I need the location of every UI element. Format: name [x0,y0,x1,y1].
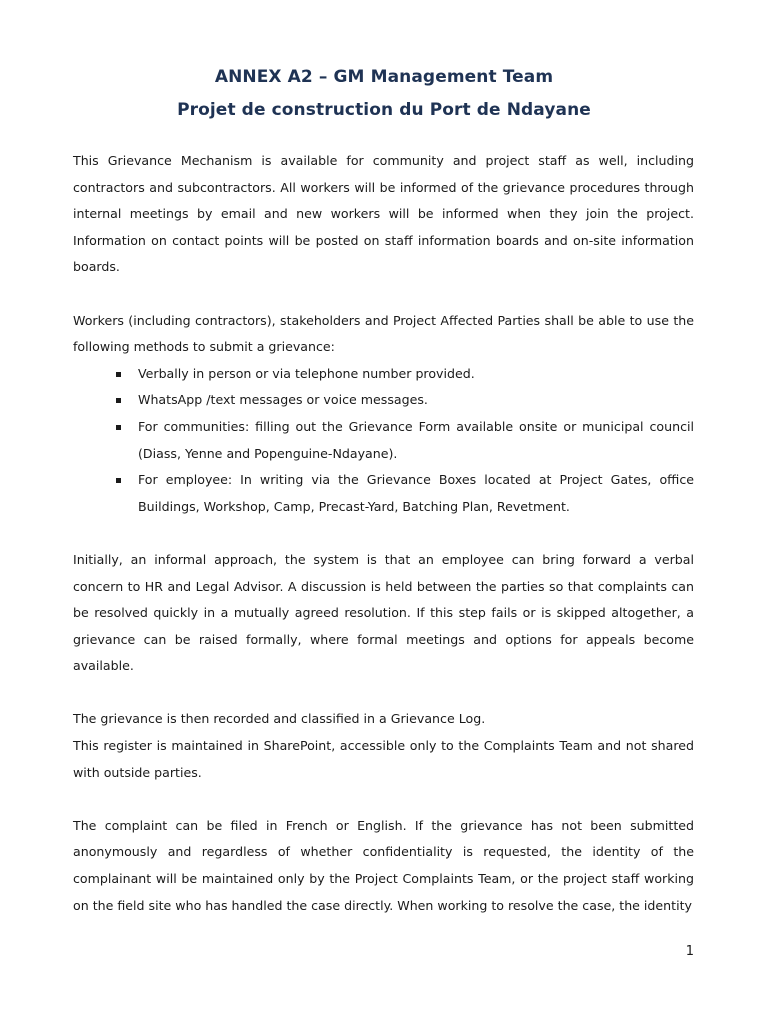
paragraph-grievance-log: The grievance is then recorded and classified in a Grievance Log. [73,711,486,727]
list-item [138,387,694,414]
document-subtitle: Projet de construction du Port de Ndayane [177,100,591,120]
document-title: ANNEX A2 – GM Management Team [214,67,554,87]
paragraph-confidentiality: The complaint can be filed in French or English. If the grievance has not been submitted anonymously and regardless of whether confidentiality is requested, the identity of the complainant will be maintained only by the Project Complaints Team, or the project staff working on the field site who has handled the case directly. When working to resolve the case, the identity [73,817,694,913]
bullet-square-icon [116,425,121,430]
paragraph-availability: This Grievance Mechanism is available for community and project staff as well, including contractors and subcontractors. All workers will be informed of the grievance procedures through internal meetings by email and new workers will be informed when they join the project. Information on contact points will be posted on staff information boards and on-site information boards. [73,153,694,275]
bullet-square-icon [116,478,121,483]
bullet-square-icon [116,372,121,377]
bullet-square-icon [116,398,121,403]
list-item [138,361,694,388]
list-item-text: Verbally in person or via telephone number provided. [138,365,475,381]
paragraph-methods-intro: Workers (including contractors), stakeholders and Project Affected Parties shall be able to use the following methods to submit a grievance: [73,312,694,355]
list-item [138,467,694,520]
list-item-text: For employee: In writing via the Grievance Boxes located at Project Gates, office Buildings, Workshop, Camp, Precast-Yard, Batching Plan, Revetment. [138,472,694,514]
list-item-text: WhatsApp /text messages or voice messages. [138,392,428,408]
methods-list [73,361,694,521]
paragraph-sharepoint-register: This register is maintained in SharePoint, accessible only to the Complaints Team and not shared with outside parties. [73,738,694,780]
paragraph-informal-approach: Initially, an informal approach, the system is that an employee can bring forward a verbal concern to HR and Legal Advisor. A discussion is held between the parties so that complaints can be resolved quickly in a mutually agreed resolution. If this step fails or is skipped altogether, a grievance can be raised formally, where formal meetings and options for appeals become available. [73,551,694,674]
document-body [73,148,694,919]
list-item-text: For communities: filling out the Grievance Form available onsite or municipal council (Diass, Yenne and Popenguine-Ndayane). [138,418,694,461]
page-number: 1 [685,944,694,959]
list-item [138,414,694,467]
